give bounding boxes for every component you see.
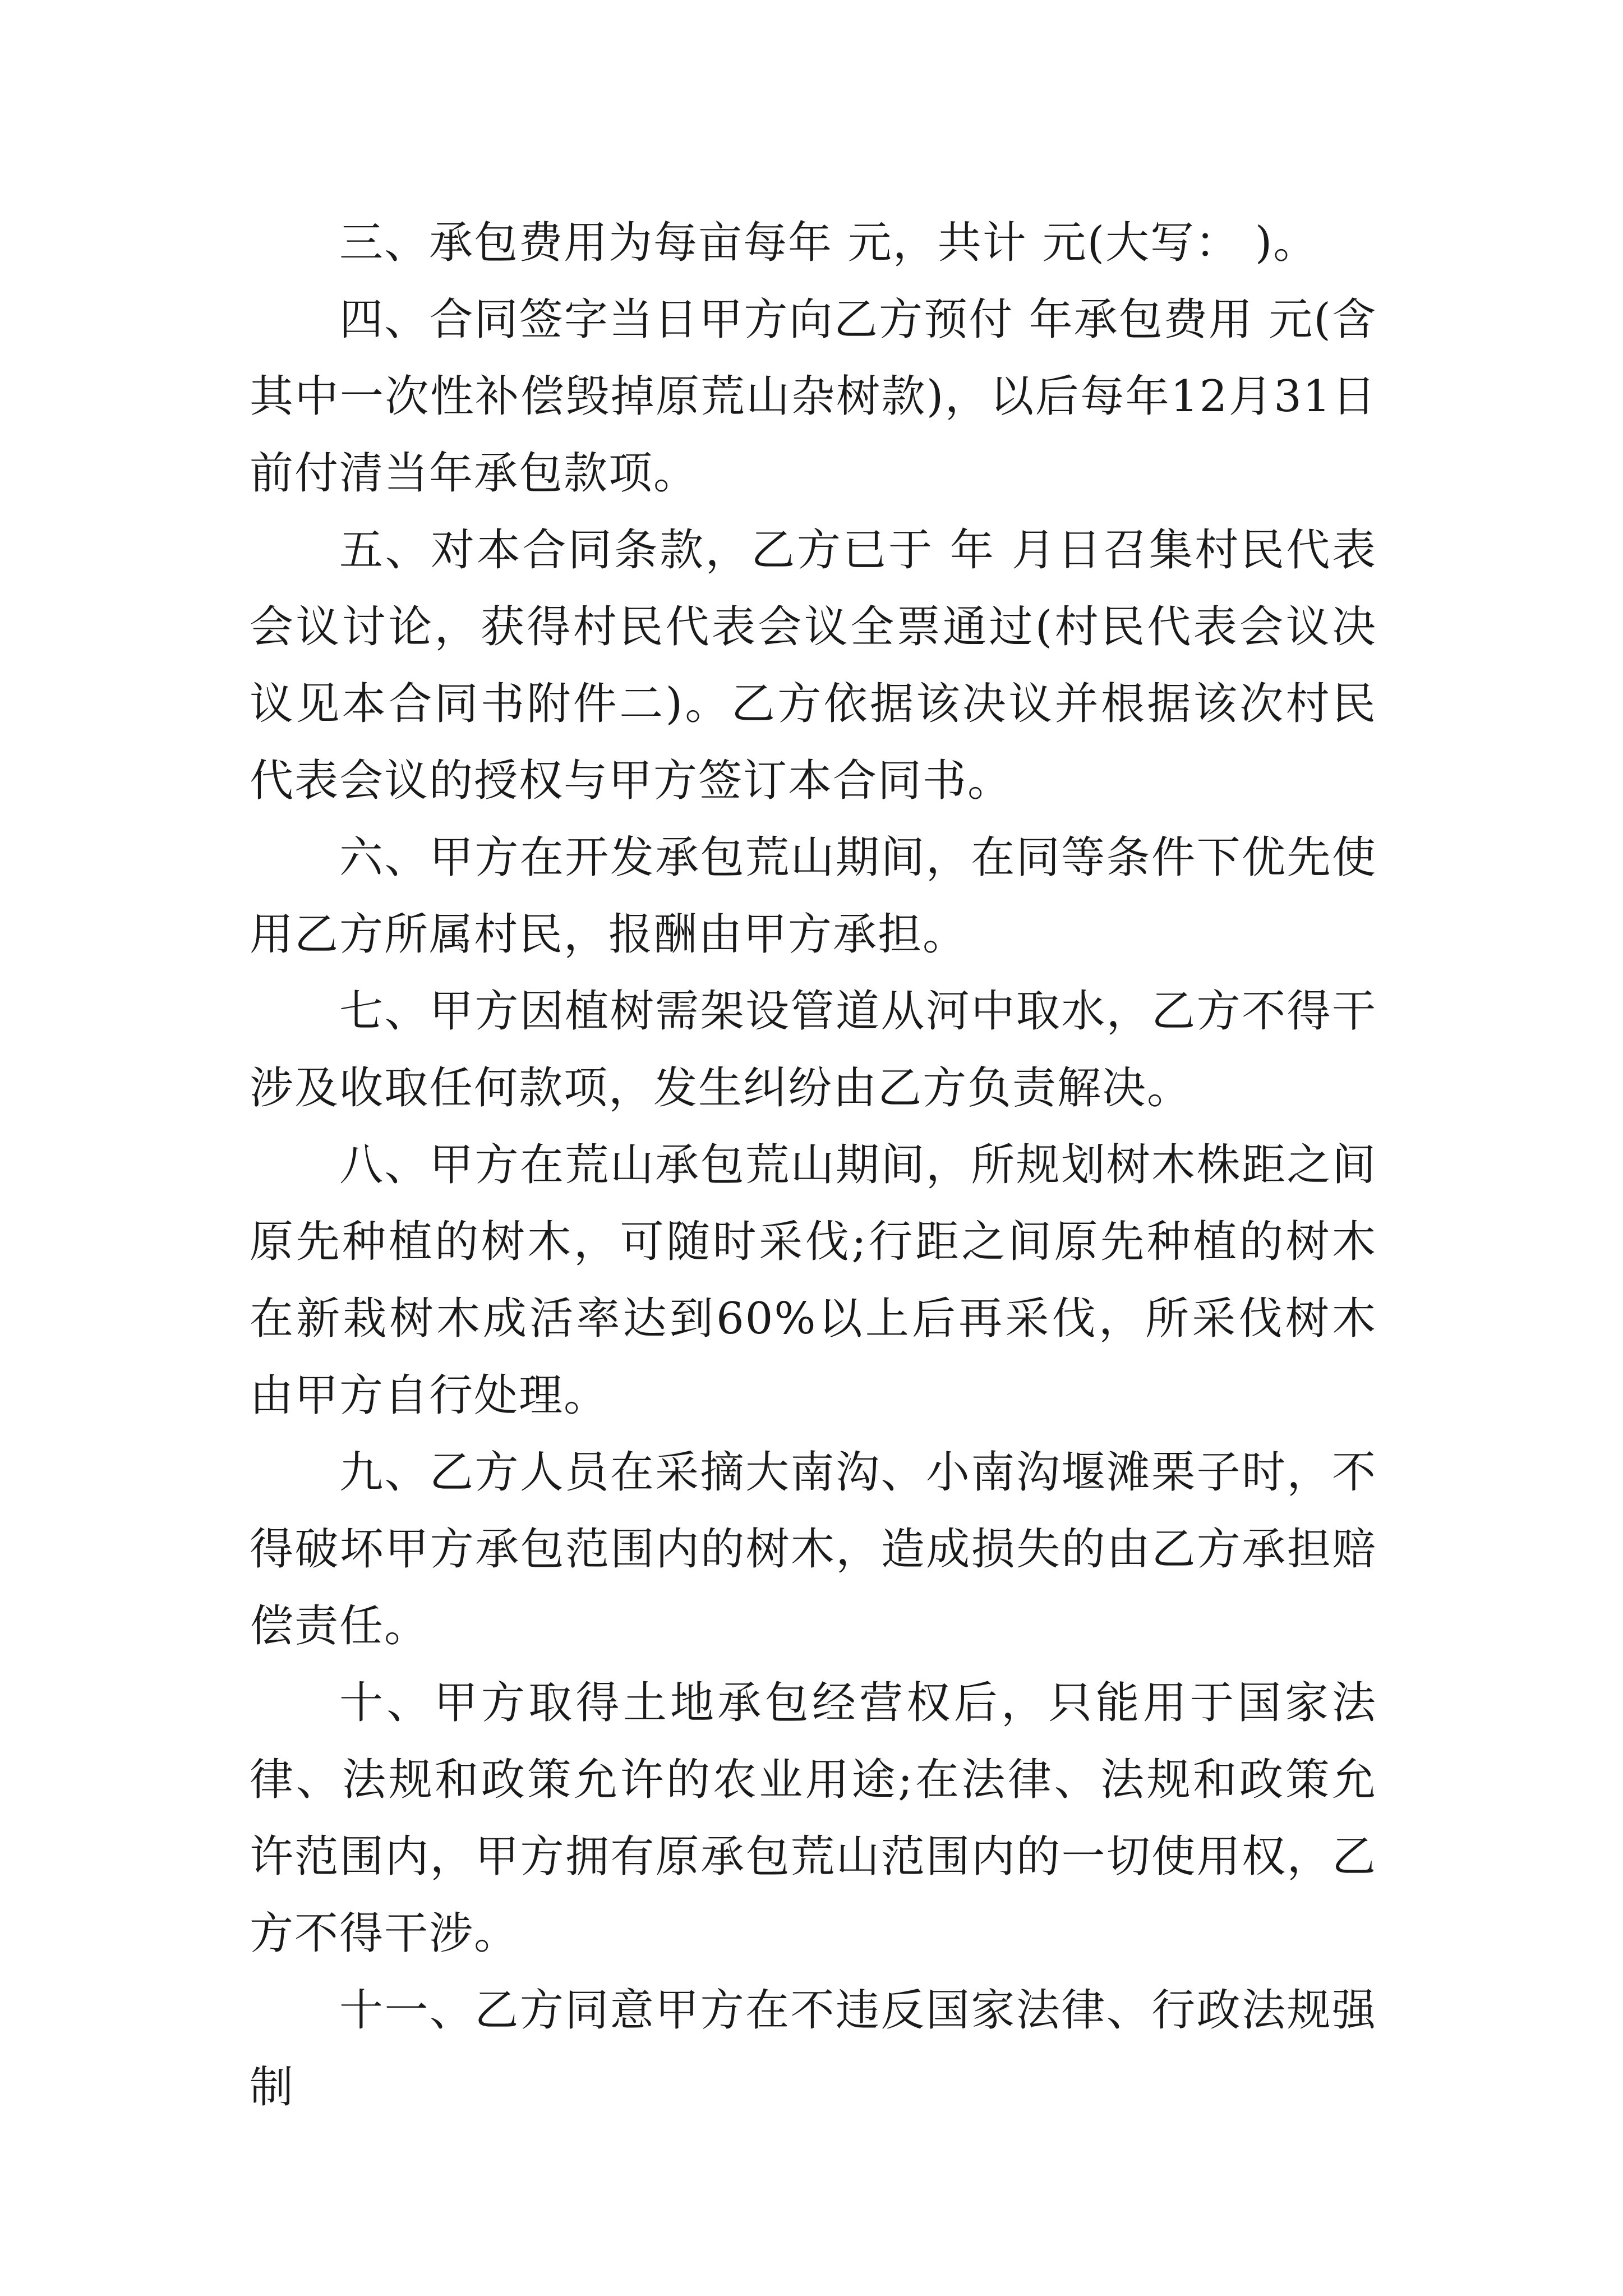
- clause-11: 十一、乙方同意甲方在不违反国家法律、行政法规强制: [250, 1985, 1377, 2113]
- clause-9: 九、乙方人员在采摘大南沟、小南沟堰滩栗子时，不得破坏甲方承包范围内的树木，造成损失的由乙方承担赔偿责任。: [250, 1447, 1377, 1651]
- clause-5: 五、对本合同条款，乙方已于 年 月日召集村民代表会议讨论，获得村民代表会议全票通过(村民代表会议决议见本合同书附件二)。乙方依据该决议并根据该次村民代表会议的授权与甲方签订本合同书。: [250, 525, 1377, 806]
- clause-3: 三、承包费用为每亩每年 元，共计 元(大写： )。: [339, 218, 1318, 268]
- clause-7: 七、甲方因植树需架设管道从河中取水，乙方不得干涉及收取任何款项，发生纠纷由乙方负责解决。: [250, 986, 1377, 1114]
- clause-6: 六、甲方在开发承包荒山期间，在同等条件下优先使用乙方所属村民，报酬由甲方承担。: [250, 832, 1377, 960]
- clause-4: 四、合同签字当日甲方向乙方预付 年承包费用 元(含其中一次性补偿毁掉原荒山杂树款)，以后每年12月31日前付清当年承包款项。: [250, 295, 1377, 499]
- clause-10: 十、甲方取得土地承包经营权后，只能用于国家法律、法规和政策允许的农业用途;在法律、法规和政策允许范围内，甲方拥有原承包荒山范围内的一切使用权，乙方不得干涉。: [250, 1678, 1377, 1959]
- clause-8: 八、甲方在荒山承包荒山期间，所规划树木株距之间原先种植的树木，可随时采伐;行距之间原先种植的树木在新栽树木成活率达到60%以上后再采伐，所采伐树木由甲方自行处理。: [250, 1140, 1377, 1421]
- document-body: [250, 205, 1377, 2126]
